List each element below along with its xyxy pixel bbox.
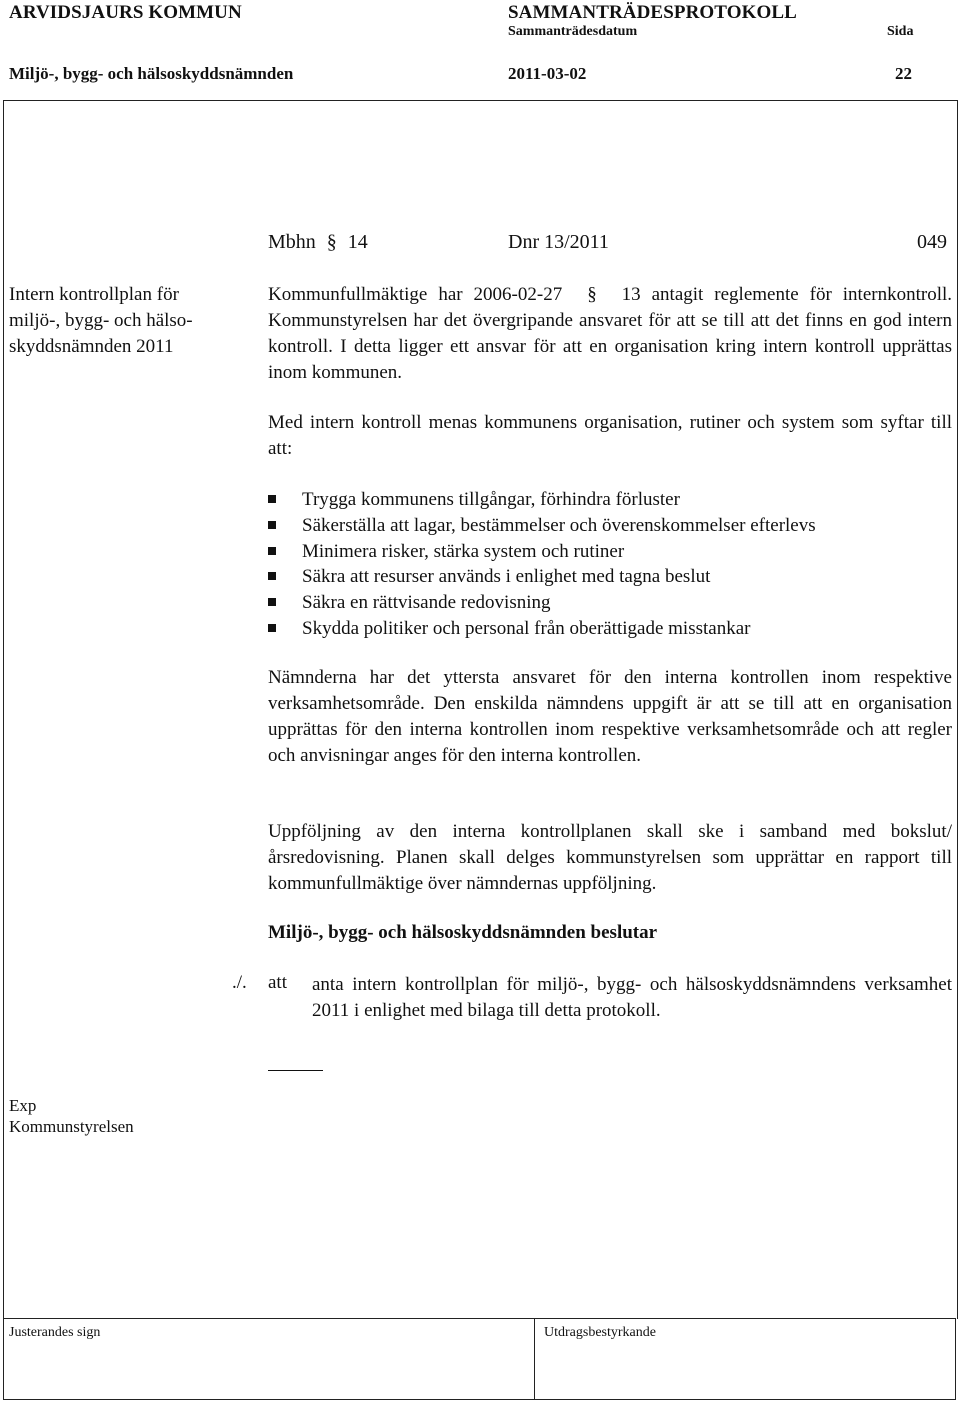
- page-label: Sida: [887, 24, 914, 39]
- list-item: [268, 539, 816, 565]
- meeting-date: 2011-03-02: [508, 64, 587, 83]
- case-title: [9, 282, 249, 360]
- dnr-number: Dnr 13/2011: [508, 231, 609, 253]
- decision-text: anta intern kontrollplan för miljö-, bygg- och hälsoskyddsnämndens verksamhet 2011 i enlighet med bilaga till detta protokoll.: [312, 974, 952, 1021]
- mbhn-number: 14: [347, 231, 368, 253]
- document-type: SAMMANTRÄDESPROTOKOLL: [508, 2, 797, 23]
- list-item-text: Säkra att resurser används i enlighet med tagna beslut: [302, 566, 711, 588]
- list-item-text: Säkerställa att lagar, bestämmelser och överenskommelser efterlevs: [302, 514, 816, 536]
- square-bullet-icon: [268, 521, 276, 529]
- municipality-name: ARVIDSJAURS KOMMUN: [9, 2, 242, 23]
- decision-heading: Miljö-, bygg- och hälsoskyddsnämnden beslutar: [268, 922, 658, 943]
- list-item: [268, 513, 816, 539]
- distribution-recipient: Kommunstyrelsen: [9, 1117, 134, 1136]
- case-code: 049: [917, 231, 947, 253]
- intro-part2: antagit reglemente för internkontroll. Kommunstyrelsen har det övergripande ansvaret för att se till att det finns en god intern kontroll. I detta ligger ett ansvar för att en organisation kring intern kontroll upprättas inom kommunen.: [268, 284, 953, 383]
- paragraph-symbol: §: [587, 284, 597, 305]
- list-item-text: Minimera risker, stärka system och rutiner: [302, 540, 625, 562]
- justerandes-sign-label: Justerandes sign: [9, 1325, 101, 1340]
- list-item: [268, 590, 816, 616]
- square-bullet-icon: [268, 547, 276, 555]
- committee-name: Miljö-, bygg- och hälsoskyddsnämnden: [9, 64, 294, 83]
- list-item: [268, 487, 816, 513]
- signature-footer: [3, 1318, 956, 1400]
- decision-att: att: [268, 972, 287, 993]
- intro-part1: Kommunfullmäktige har 2006-02-27: [268, 284, 563, 305]
- attachment-marker: ./.: [232, 972, 247, 993]
- end-rule: [268, 1070, 323, 1071]
- list-item-text: Skydda politiker och personal från oberättigade misstankar: [302, 617, 751, 639]
- intro-paragraph: [268, 282, 952, 386]
- paragraph-symbol: §: [326, 231, 337, 253]
- square-bullet-icon: [268, 598, 276, 606]
- intro-paragraph-num: 13: [621, 284, 641, 305]
- list-item-text: Säkra en rättvisande redovisning: [302, 592, 551, 614]
- case-title-line: miljö-, bygg- och hälso-: [9, 310, 193, 331]
- page-number: 22: [895, 64, 912, 83]
- case-title-line: Intern kontrollplan för: [9, 284, 179, 305]
- list-item: [268, 564, 816, 590]
- meeting-date-label: Sammanträdesdatum: [508, 24, 638, 39]
- utdragsbestyrkande-label: Utdragsbestyrkande: [544, 1325, 656, 1340]
- case-reference: [268, 231, 368, 254]
- distribution-label: Exp: [9, 1096, 37, 1115]
- mbhn-label: Mbhn: [268, 231, 316, 253]
- list-item-text: Trygga kommunens tillgångar, förhindra förluster: [302, 489, 680, 510]
- square-bullet-icon: [268, 495, 276, 503]
- list-item: [268, 616, 816, 642]
- responsibility-paragraph: Nämnderna har det yttersta ansvaret för den interna kontrollen inom respektive verksamhetsområde. Den enskilda nämndens uppgift är att se till att en organisation upprättas för den interna kontrollen inom respektive verksamhetsområde och att regler och anvisningar anges för den interna kontrollen.: [268, 667, 952, 766]
- followup-paragraph: Uppföljning av den interna kontrollplanen skall ske i samband med bokslut/årsredovisning. Planen skall delges kommunstyrelsen som upprättar en rapport till kommunfullmäktige över nämndernas uppföljning.: [268, 821, 952, 894]
- square-bullet-icon: [268, 624, 276, 632]
- control-objectives-list: [268, 487, 816, 642]
- square-bullet-icon: [268, 572, 276, 580]
- case-title-line: skyddsnämnden 2011: [9, 336, 174, 357]
- definition-paragraph: Med intern kontroll menas kommunens organisation, rutiner och system som syftar till att:: [268, 412, 952, 459]
- footer-divider: [534, 1318, 535, 1400]
